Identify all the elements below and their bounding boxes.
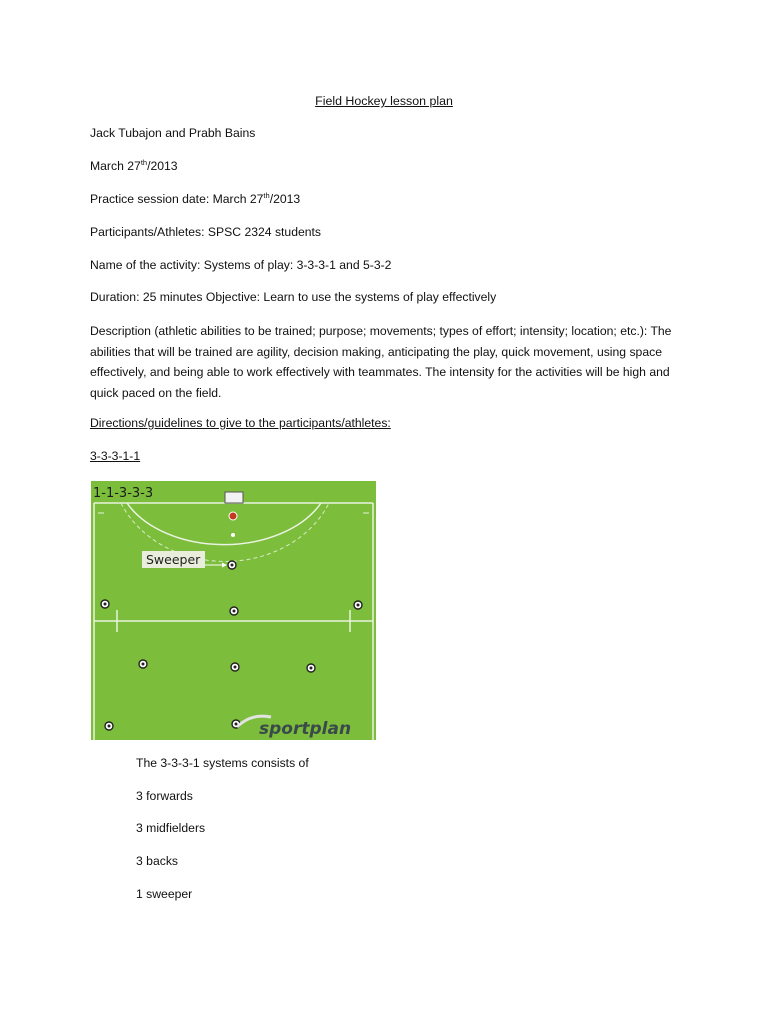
goalkeeper-marker <box>229 512 237 520</box>
directions-heading: Directions/guidelines to give to the participants/athletes: <box>90 416 391 430</box>
list-item-forwards: 3 forwards <box>136 789 193 803</box>
goal <box>225 492 243 503</box>
description-paragraph: Description (athletic abilities to be trained; purpose; movements; types of effort; intensity; location; etc.): The abilities that will be trained are agility, decision making, anticipating the play, quick movement, using space effectively, and being able to work effectively with teammates. The intensity for the activities will be high and quick paced on the field. <box>90 324 672 400</box>
practice-date-line <box>90 192 300 206</box>
duration-line: Duration: 25 minutes Objective: Learn to use the systems of play effectively <box>90 290 497 304</box>
practice-date-superscript: th <box>263 191 270 200</box>
formation-label: 1-1-3-3-3 <box>93 486 154 501</box>
participants-line: Participants/Athletes: SPSC 2324 students <box>90 225 322 239</box>
list-item-backs: 3 backs <box>136 854 179 868</box>
list-item-sweeper: 1 sweeper <box>136 887 193 901</box>
authors-line: Jack Tubajon and Prabh Bains <box>90 126 256 140</box>
sweeper-label: Sweeper <box>146 552 201 567</box>
ball-marker <box>231 533 235 537</box>
practice-date-text: Practice session date: March 27 <box>90 192 264 206</box>
system-heading: 3-3-3-1-1 <box>90 449 141 463</box>
date-year: /2013 <box>147 159 178 173</box>
date-line <box>90 159 178 173</box>
date-superscript: th <box>140 158 148 167</box>
document-title: Field Hockey lesson plan <box>315 94 453 108</box>
system-intro: The 3-3-3-1 systems consists of <box>136 756 309 770</box>
pitch-svg <box>91 481 376 740</box>
practice-date-year: /2013 <box>269 192 301 206</box>
activity-line: Name of the activity: Systems of play: 3-3-3-1 and 5-3-2 <box>90 258 392 272</box>
list-item-midfielders: 3 midfielders <box>136 821 206 835</box>
formation-diagram <box>91 481 376 740</box>
sportplan-logo: sportplan <box>259 719 352 739</box>
date-text: March 27 <box>90 159 141 173</box>
